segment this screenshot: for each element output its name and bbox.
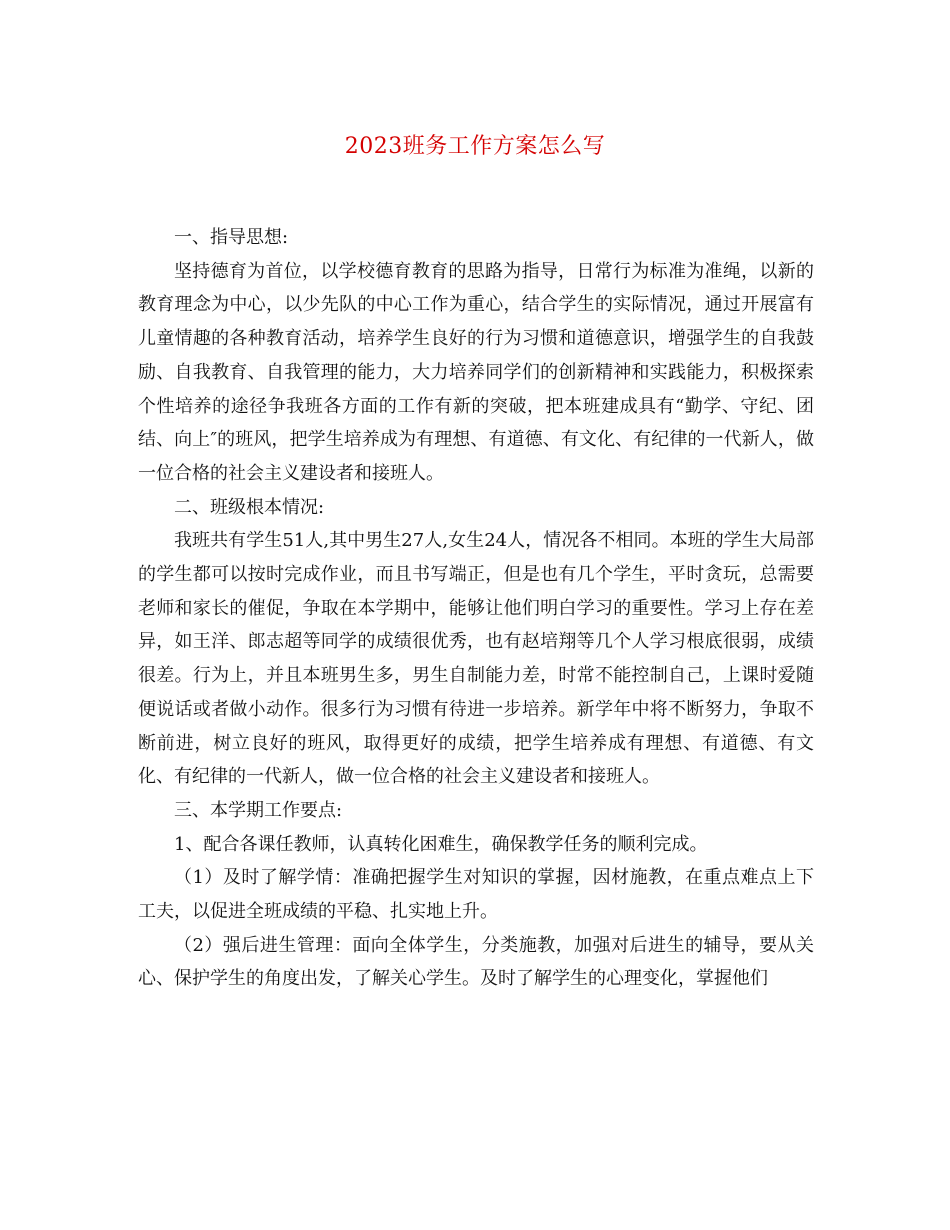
- list-item-subpoint-2: （2）强后进生管理：面向全体学生，分类施教，加强对后进生的辅导，要从关心、保护学生的角度出发，了解关心学生。及时了解学生的心理变化，掌握他们: [138, 934, 814, 990]
- section-heading-guiding-ideology: 一、指导思想:: [174, 227, 289, 248]
- paragraph-class-situation: 我班共有学生51人,其中男生27人,女生24人，情况各不相同。本班的学生大局部的学生都可以按时完成作业，而且书写端正，但是也有几个学生，平时贪玩，总需要老师和家长的催促，争取在本学期中，能够让他们明白学习的重要性。学习上存在差异，如王洋、郎志超等同学的成绩很优秀，也有赵培翔等几个人学习根底很弱，成绩很差。行为上，并且本班男生多，男生自制能力差，时常不能控制自己，上课时爱随便说话或者做小动作。很多行为习惯有待进一步培养。新学年中将不断努力，争取不断前进，树立良好的班风，取得更好的成绩，把学生培养成有理想、有道德、有文化、有纪律的一代新人，做一位合格的社会主义建设者和接班人。: [138, 530, 814, 788]
- section-heading-work-points: 三、本学期工作要点:: [174, 799, 343, 821]
- document-title: 2023班务工作方案怎么写: [344, 134, 606, 159]
- section-heading-class-situation: 二、班级根本情况:: [174, 496, 325, 518]
- list-item-point-1: 1、配合各课任教师，认真转化困难生，确保教学任务的顺利完成。: [174, 833, 708, 855]
- list-item-subpoint-1: （1）及时了解学情：准确把握学生对知识的掌握，因材施教，在重点难点上下工夫，以促进全班成绩的平稳、扎实地上升。: [138, 867, 814, 923]
- document-body: [138, 221, 814, 996]
- paragraph-guiding-ideology: 坚持德育为首位，以学校德育教育的思路为指导，日常行为标准为准绳，以新的教育理念为中心，以少先队的中心工作为重心，结合学生的实际情况，通过开展富有儿童情趣的各种教育活动，培养学生良好的行为习惯和道德意识，增强学生的自我鼓励、自我教育、自我管理的能力，大力培养同学们的创新精神和实践能力，积极探索个性培养的途径争我班各方面的工作有新的突破，把本班建成具有“勤学、守纪、团结、向上″的班风，把学生培养成为有理想、有道德、有文化、有纪律的一代新人，做一位合格的社会主义建设者和接班人。: [138, 260, 814, 484]
